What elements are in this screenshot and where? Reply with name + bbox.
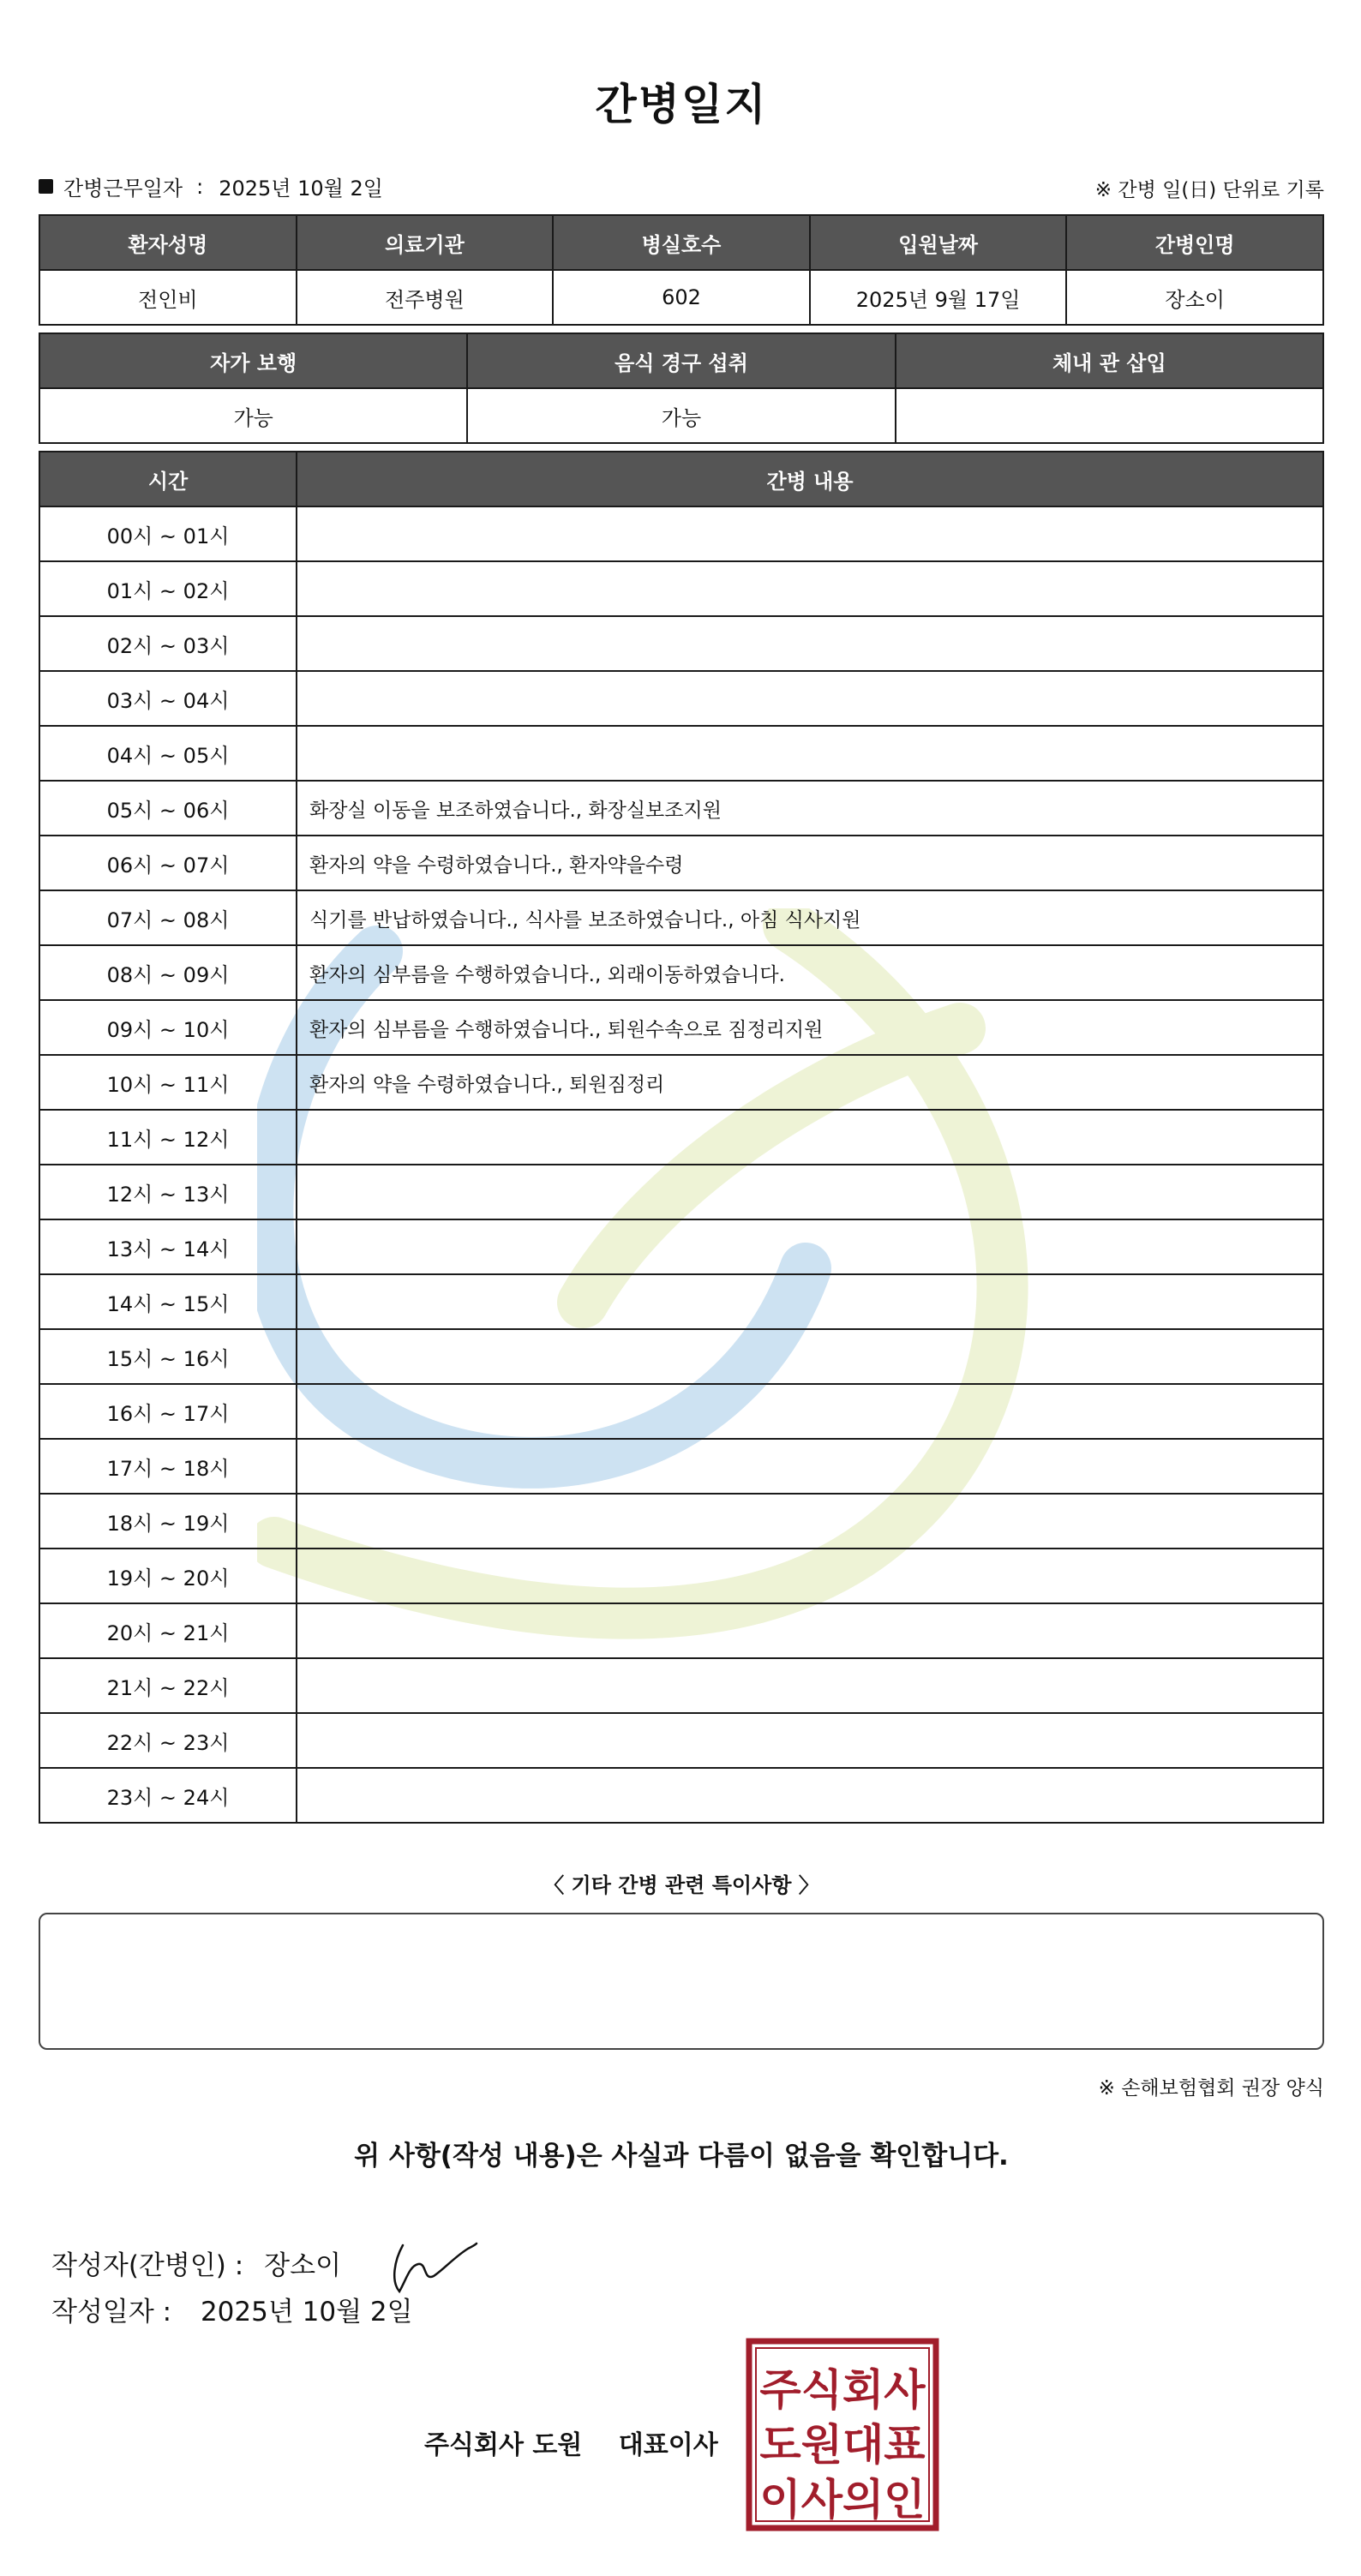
patient-status-header-row [39, 333, 1323, 388]
signature-icon [384, 2228, 478, 2297]
table-row [39, 890, 1323, 945]
content-cell: 식기를 반납하였습니다., 식사를 보조하였습니다., 아침 식사지원 [297, 890, 1323, 945]
header-admission-date: 입원날짜 [810, 215, 1067, 270]
table-row [39, 1165, 1323, 1219]
table-row [39, 1329, 1323, 1384]
table-row [39, 671, 1323, 726]
work-date-label: 간병근무일자 [63, 177, 183, 201]
content-cell [297, 1329, 1323, 1384]
table-row [39, 781, 1323, 836]
table-row [39, 1384, 1323, 1439]
caregiver-name-value: 장소이 [1066, 270, 1323, 325]
company-name: 주식회사 도원 [424, 2430, 583, 2460]
writer-label: 작성자(간병인) : [51, 2250, 244, 2281]
confirmation-statement: 위 사항(작성 내용)은 사실과 다름이 없음을 확인합니다. [354, 2141, 1009, 2172]
time-cell: 23시 ~ 24시 [39, 1768, 297, 1823]
care-schedule-table [39, 451, 1324, 1824]
bullet-square-icon [39, 179, 53, 194]
time-cell: 05시 ~ 06시 [39, 781, 297, 836]
table-row [39, 726, 1323, 781]
time-cell: 07시 ~ 08시 [39, 890, 297, 945]
time-cell: 15시 ~ 16시 [39, 1329, 297, 1384]
time-cell: 00시 ~ 01시 [39, 506, 297, 561]
time-cell: 10시 ~ 11시 [39, 1055, 297, 1110]
header-patient-name: 환자성명 [39, 215, 297, 270]
table-row [39, 561, 1323, 616]
table-row [39, 1768, 1323, 1823]
company-line [424, 2423, 718, 2461]
header-hospital: 의료기관 [297, 215, 554, 270]
patient-info-table [39, 214, 1324, 326]
patient-status-table [39, 332, 1324, 444]
time-cell: 21시 ~ 22시 [39, 1658, 297, 1713]
schedule-header-row [39, 452, 1323, 506]
patient-status-value-row [39, 388, 1323, 443]
content-cell [297, 1439, 1323, 1494]
self-walking-value: 가능 [39, 388, 467, 443]
header-room-number: 병실호수 [553, 215, 810, 270]
content-cell [297, 1110, 1323, 1165]
content-cell [297, 1768, 1323, 1823]
work-date-line [39, 171, 383, 201]
header-care-content: 간병 내용 [297, 452, 1323, 506]
content-cell [297, 561, 1323, 616]
time-cell: 16시 ~ 17시 [39, 1384, 297, 1439]
content-cell [297, 1219, 1323, 1274]
content-cell: 화장실 이동을 보조하였습니다., 화장실보조지원 [297, 781, 1323, 836]
content-cell: 환자의 약을 수령하였습니다., 퇴원짐정리 [297, 1055, 1323, 1110]
unit-note: ※ 간병 일(日) 단위로 기록 [1094, 179, 1324, 201]
table-row [39, 1055, 1323, 1110]
oral-intake-value: 가능 [467, 388, 895, 443]
time-cell: 02시 ~ 03시 [39, 616, 297, 671]
table-row [39, 1219, 1323, 1274]
content-cell [297, 671, 1323, 726]
content-cell [297, 1494, 1323, 1549]
room-number-value: 602 [553, 270, 810, 325]
work-date-separator: : [196, 174, 204, 199]
content-cell [297, 1384, 1323, 1439]
tube-insertion-value [896, 388, 1323, 443]
svg-text:이사의인: 이사의인 [759, 2475, 926, 2525]
time-cell: 22시 ~ 23시 [39, 1713, 297, 1768]
table-row [39, 1549, 1323, 1603]
content-cell [297, 616, 1323, 671]
patient-name-value: 전인비 [39, 270, 297, 325]
company-role: 대표이사 [618, 2430, 718, 2460]
writer-line [51, 2228, 478, 2297]
time-cell: 04시 ~ 05시 [39, 726, 297, 781]
table-row [39, 1603, 1323, 1658]
notes-heading: 〈 기타 간병 관련 특이사항 〉 [543, 1873, 819, 1897]
header-time: 시간 [39, 452, 297, 506]
time-cell: 17시 ~ 18시 [39, 1439, 297, 1494]
header-self-walking: 자가 보행 [39, 333, 467, 388]
content-cell [297, 1549, 1323, 1603]
hospital-value: 전주병원 [297, 270, 554, 325]
time-cell: 18시 ~ 19시 [39, 1494, 297, 1549]
time-cell: 11시 ~ 12시 [39, 1110, 297, 1165]
time-cell: 19시 ~ 20시 [39, 1549, 297, 1603]
time-cell: 12시 ~ 13시 [39, 1165, 297, 1219]
time-cell: 13시 ~ 14시 [39, 1219, 297, 1274]
content-cell [297, 1713, 1323, 1768]
write-date-line [51, 2290, 413, 2328]
table-row [39, 1274, 1323, 1329]
content-cell [297, 1658, 1323, 1713]
header-tube-insertion: 체내 관 삽입 [896, 333, 1323, 388]
header-oral-intake: 음식 경구 섭취 [467, 333, 895, 388]
content-cell [297, 726, 1323, 781]
time-cell: 06시 ~ 07시 [39, 836, 297, 890]
table-row [39, 836, 1323, 890]
patient-info-header-row [39, 215, 1323, 270]
writer-name: 장소이 [264, 2250, 342, 2281]
table-row [39, 1658, 1323, 1713]
table-row [39, 1713, 1323, 1768]
content-cell [297, 506, 1323, 561]
admission-date-value: 2025년 9월 17일 [810, 270, 1067, 325]
content-cell [297, 1274, 1323, 1329]
content-cell [297, 1165, 1323, 1219]
work-date-value: 2025년 10월 2일 [219, 177, 383, 201]
write-date-label: 작성일자 : [51, 2297, 172, 2327]
svg-text:주식회사: 주식회사 [759, 2365, 926, 2415]
time-cell: 01시 ~ 02시 [39, 561, 297, 616]
form-source-note: ※ 손해보험협회 권장 양식 [1098, 2077, 1324, 2100]
patient-info-value-row [39, 270, 1323, 325]
table-row [39, 1439, 1323, 1494]
time-cell: 20시 ~ 21시 [39, 1603, 297, 1658]
svg-text:도원대표: 도원대표 [759, 2420, 926, 2470]
content-cell: 환자의 약을 수령하였습니다., 환자약을수령 [297, 836, 1323, 890]
table-row [39, 616, 1323, 671]
time-cell: 14시 ~ 15시 [39, 1274, 297, 1329]
table-row [39, 1110, 1323, 1165]
table-row [39, 945, 1323, 1000]
table-row [39, 506, 1323, 561]
company-seal-icon [746, 2338, 939, 2531]
time-cell: 03시 ~ 04시 [39, 671, 297, 726]
time-cell: 08시 ~ 09시 [39, 945, 297, 1000]
header-caregiver-name: 간병인명 [1066, 215, 1323, 270]
time-cell: 09시 ~ 10시 [39, 1000, 297, 1055]
content-cell: 환자의 심부름을 수행하였습니다., 외래이동하였습니다. [297, 945, 1323, 1000]
notes-box [39, 1913, 1324, 2050]
write-date-value: 2025년 10월 2일 [200, 2297, 413, 2327]
page-title: 간병일지 [595, 80, 768, 129]
table-row [39, 1494, 1323, 1549]
content-cell [297, 1603, 1323, 1658]
table-row [39, 1000, 1323, 1055]
content-cell: 환자의 심부름을 수행하였습니다., 퇴원수속으로 짐정리지원 [297, 1000, 1323, 1055]
